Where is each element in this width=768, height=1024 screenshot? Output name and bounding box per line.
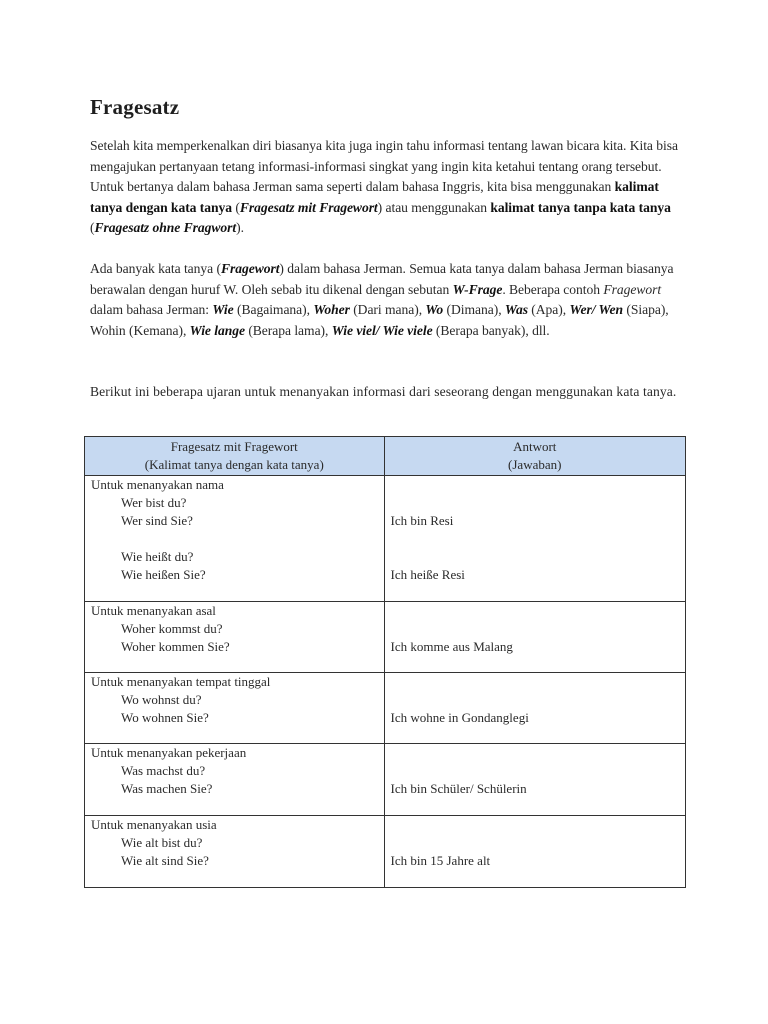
text-run: . Beberapa contoh	[502, 281, 604, 297]
question-text: Wie heißt du?	[121, 549, 194, 564]
bold-term: kalimat tanya tanpa kata tanya	[490, 199, 671, 215]
bold-term: kalimat tanya dengan kata tanya	[90, 179, 659, 215]
answer-cell	[384, 744, 685, 816]
spacer	[385, 744, 685, 762]
bold-italic-term: Wie	[212, 302, 234, 317]
header-answer-column	[384, 437, 685, 476]
spacer	[385, 494, 685, 512]
table-row	[85, 816, 686, 888]
bold-italic-term: Woher	[313, 302, 350, 317]
bold-italic-term: Was	[504, 302, 528, 317]
question-cell	[85, 744, 385, 816]
header-answer-subtitle: (Jawaban)	[508, 457, 562, 472]
text-run: ) dalam bahasa Jerman. Semua kata tanya dalam bahasa Jerman biasanya berawalan dengan huruf W. Oleh sebab itu dikenal dengan sebutan	[90, 261, 674, 297]
spacer	[385, 548, 685, 566]
category-label: Untuk menanyakan pekerjaan	[91, 745, 247, 760]
table-header-row	[85, 437, 686, 476]
text-run: (Dari mana),	[349, 302, 426, 317]
text-run: (	[90, 220, 95, 235]
header-question-column	[85, 437, 385, 476]
text-run: (Siapa), Wohin (Kemana),	[90, 302, 669, 338]
table-row	[85, 602, 686, 673]
text-run: dalam bahasa Jerman:	[90, 302, 213, 317]
text-run: ) atau menggunakan	[377, 199, 491, 215]
question-text: Was machst du?	[121, 763, 206, 778]
answer-cell	[384, 673, 685, 744]
table-row	[85, 744, 686, 816]
intro-paragraph	[90, 136, 686, 239]
fragewort-paragraph	[90, 259, 686, 341]
table-intro-paragraph	[90, 382, 686, 403]
question-text: Wer sind Sie?	[121, 513, 193, 528]
answer-cell	[384, 476, 685, 602]
spacer	[385, 476, 685, 494]
question-cell	[85, 476, 385, 602]
bold-italic-term: Wer/ Wen	[569, 302, 624, 317]
italic-term: Fragewort	[603, 281, 662, 297]
answer-text: Ich bin Schüler/ Schülerin	[390, 781, 527, 796]
question-text: Was machen Sie?	[121, 781, 213, 796]
text-run: ).	[236, 220, 244, 235]
header-question-title: Fragesatz mit Fragewort	[170, 439, 298, 454]
table-row	[85, 476, 686, 602]
answer-text: Ich wohne in Gondanglegi	[390, 710, 529, 725]
text-run: Berikut ini beberapa ujaran untuk menanyakan informasi dari seseorang dengan menggunakan kata tanya.	[90, 384, 677, 399]
question-text: Wie alt bist du?	[121, 835, 203, 850]
spacer	[385, 602, 685, 620]
spacer	[385, 530, 685, 548]
bold-italic-term: Wo	[425, 302, 444, 317]
spacer	[385, 673, 685, 691]
text-run: Ada banyak kata tanya (	[90, 261, 221, 276]
question-text: Wie heißen Sie?	[121, 567, 206, 582]
spacer	[385, 816, 685, 834]
spacer	[385, 762, 685, 780]
spacer	[385, 620, 685, 638]
answer-text: Ich heiße Resi	[390, 567, 465, 582]
bold-italic-term: Fragesatz mit Fragewort	[239, 199, 378, 215]
question-text: Wie alt sind Sie?	[121, 853, 209, 868]
header-question-subtitle: (Kalimat tanya dengan kata tanya)	[144, 457, 324, 472]
header-answer-title: Antwort	[513, 439, 557, 454]
answer-text: Ich bin 15 Jahre alt	[390, 853, 491, 868]
text-run: (Apa),	[527, 302, 570, 317]
question-text: Wo wohnen Sie?	[121, 710, 209, 725]
text-run: (Berapa banyak), dll.	[432, 322, 550, 338]
text-run: (Berapa lama),	[244, 322, 332, 338]
text-run: (	[232, 199, 240, 215]
category-label: Untuk menanyakan tempat tinggal	[91, 674, 271, 689]
answer-text: Ich bin Resi	[390, 513, 454, 528]
question-cell	[85, 816, 385, 888]
question-text: Wo wohnst du?	[121, 692, 202, 707]
category-label: Untuk menanyakan asal	[91, 603, 216, 618]
bold-italic-term: Wie viel/ Wie viele	[331, 322, 433, 338]
bold-italic-term: Fragewort	[220, 261, 280, 276]
question-cell	[85, 602, 385, 673]
spacer	[385, 834, 685, 852]
answer-cell	[384, 602, 685, 673]
question-text: Woher kommst du?	[121, 621, 223, 636]
question-text: Wer bist du?	[121, 495, 187, 510]
category-label: Untuk menanyakan nama	[91, 477, 224, 492]
category-label: Untuk menanyakan usia	[91, 817, 217, 832]
bold-italic-term: W-Frage	[452, 281, 503, 297]
text-run: (Dimana),	[443, 302, 505, 317]
bold-italic-term: Wie lange	[189, 322, 245, 338]
bold-italic-term: Fragesatz ohne Fragwort	[94, 220, 237, 235]
text-run: Setelah kita memperkenalkan diri biasanya kita juga ingin tahu informasi tentang lawan bicara kita. Kita bisa mengajukan pertanyaan tetang informasi-informasi singkat yang ingin kita ketahui tentang orang tersebut. Untuk bertanya dalam bahasa Jerman sama seperti dalam bahasa Inggris, kita bisa menggunakan	[90, 138, 678, 194]
answer-cell	[384, 816, 685, 888]
page-title: Fragesatz	[90, 95, 180, 119]
question-cell	[85, 673, 385, 744]
text-run: (Bagaimana),	[233, 302, 314, 317]
spacer	[85, 530, 384, 548]
answer-text: Ich komme aus Malang	[390, 639, 513, 654]
table-row	[85, 673, 686, 744]
question-answer-table	[84, 436, 686, 888]
spacer	[385, 691, 685, 709]
question-text: Woher kommen Sie?	[121, 639, 230, 654]
